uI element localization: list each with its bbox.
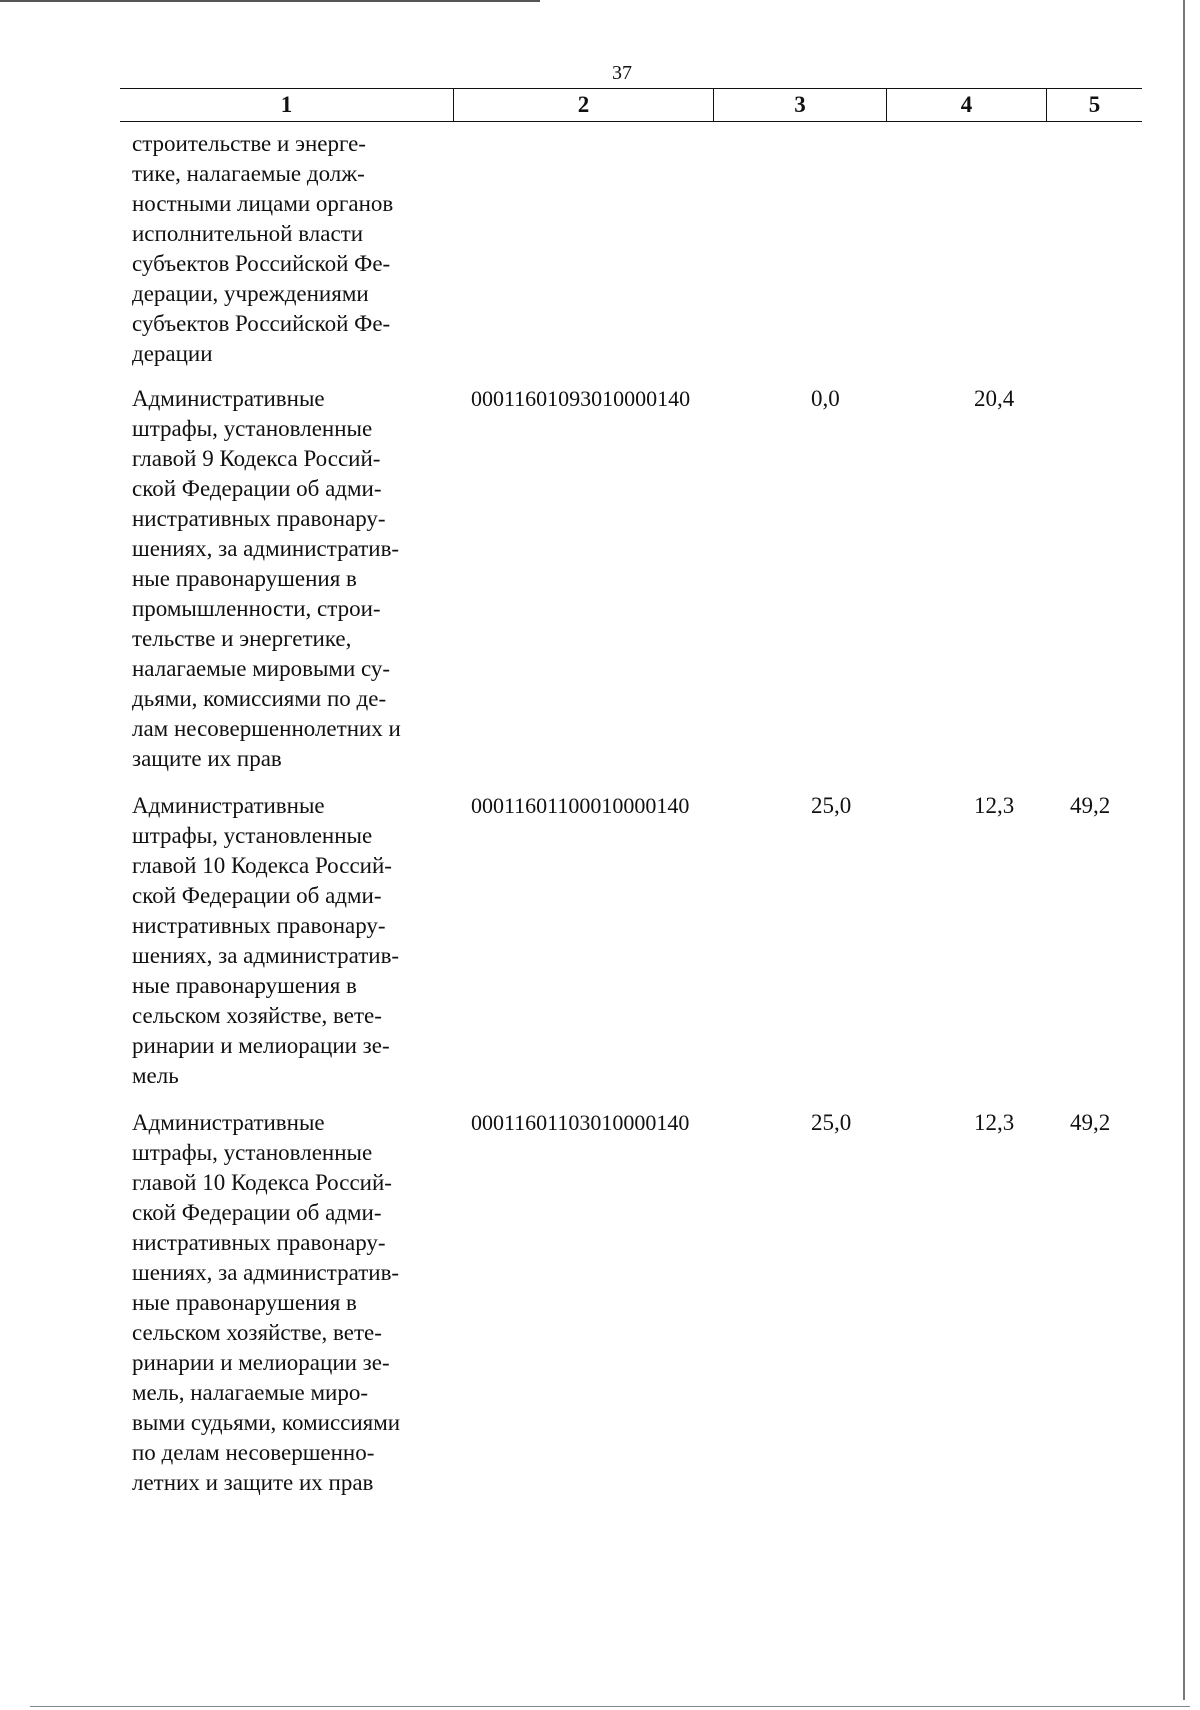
row-value-col-4: 12,3: [974, 793, 1015, 818]
row-description-line: дерации, учреждениями: [132, 281, 369, 306]
row-description-line: ные правонарушения в: [132, 973, 357, 998]
row-description-line: промышленности, строи-: [132, 596, 381, 621]
row-description-line: штрафы, установленные: [132, 416, 373, 441]
scan-edge-top: [0, 0, 540, 2]
row-value-col-5: 49,2: [1070, 793, 1111, 818]
scan-edge-bottom: [30, 1706, 1190, 1707]
row-description-line: по делам несовершенно-: [132, 1440, 375, 1465]
row-description-line: дьями, комиссиями по де-: [132, 686, 387, 711]
row-description-line: ностными лицами органов: [132, 191, 394, 216]
row-description-line: главой 9 Кодекса Россий-: [132, 446, 381, 471]
row-value-col-4: [886, 129, 1046, 369]
row-description-line: сельском хозяйстве, вете-: [132, 1320, 382, 1345]
row-description: [120, 129, 453, 369]
row-description-line: Административные: [132, 793, 325, 818]
row-value-col-4: 12,3: [974, 1110, 1015, 1135]
row-description-line: Административные: [132, 1110, 325, 1135]
row-description-line: шениях, за административ-: [132, 1260, 400, 1285]
row-description-line: лам несовершеннолетних и: [132, 716, 401, 741]
row-description-line: ринарии и мелиорации зе-: [132, 1033, 390, 1058]
row-code: 00011601100010000140: [471, 793, 690, 818]
row-description-line: ные правонарушения в: [132, 566, 357, 591]
row-description-line: тике, налагаемые долж-: [132, 161, 365, 186]
row-description-line: ской Федерации об адми-: [132, 476, 382, 501]
row-code: 00011601093010000140: [471, 386, 691, 411]
row-description-line: штрафы, установленные: [132, 1140, 373, 1165]
row-description-line: мель: [132, 1063, 179, 1088]
row-description-line: летних и защите их прав: [132, 1470, 374, 1495]
table-row: [120, 791, 1142, 1088]
row-description-line: нистративных правонару-: [132, 1230, 386, 1255]
row-value-col-5: 49,2: [1070, 1110, 1111, 1135]
row-description-line: налагаемые мировыми су-: [132, 656, 391, 681]
row-description-line: Административные: [132, 386, 325, 411]
revenue-table: [120, 88, 1142, 1495]
row-description-line: ринарии и мелиорации зе-: [132, 1350, 390, 1375]
row-value-col-5: [1046, 129, 1142, 369]
table-row: [120, 129, 1142, 369]
row-description: [120, 791, 453, 1088]
row-description-line: защите их прав: [132, 746, 282, 771]
row-description-line: штрафы, установленные: [132, 823, 373, 848]
row-value-col-4: 20,4: [974, 386, 1015, 411]
row-description-line: нистративных правонару-: [132, 506, 386, 531]
scan-edge-right: [1183, 0, 1185, 1700]
page-number: 37: [612, 62, 632, 84]
table-header: [120, 88, 1142, 122]
header-col-4: 4: [886, 89, 1046, 121]
row-description-line: шениях, за административ-: [132, 536, 400, 561]
row-value-col-3: 25,0: [811, 1110, 852, 1135]
row-description-line: субъектов Российской Фе-: [132, 251, 391, 276]
row-description-line: нистративных правонару-: [132, 913, 386, 938]
row-description-line: главой 10 Кодекса Россий-: [132, 853, 392, 878]
row-value-col-3: 25,0: [811, 793, 852, 818]
header-col-5: 5: [1046, 89, 1142, 121]
row-description-line: исполнительной власти: [132, 221, 364, 246]
row-description-line: сельском хозяйстве, вете-: [132, 1003, 382, 1028]
header-col-2: 2: [453, 89, 713, 121]
row-value-col-3: 0,0: [811, 386, 840, 411]
row-description: [120, 1108, 453, 1495]
row-value-col-5: [1046, 384, 1142, 774]
row-description-line: главой 10 Кодекса Россий-: [132, 1170, 392, 1195]
row-description-line: ные правонарушения в: [132, 1290, 357, 1315]
row-value-col-3: [713, 129, 886, 369]
table-row: [120, 384, 1142, 774]
row-description-line: ской Федерации об адми-: [132, 883, 382, 908]
row-description-line: строительстве и энерге-: [132, 131, 366, 156]
row-description-line: мель, налагаемые миро-: [132, 1380, 368, 1405]
table-row: [120, 1108, 1142, 1495]
row-description-line: тельстве и энергетике,: [132, 626, 352, 651]
row-description-line: дерации: [132, 341, 213, 366]
row-description-line: шениях, за административ-: [132, 943, 400, 968]
header-col-1: 1: [280, 92, 293, 117]
row-description-line: субъектов Российской Фе-: [132, 311, 391, 336]
row-code: [453, 129, 713, 369]
row-description: [120, 384, 453, 774]
header-col-3: 3: [713, 89, 886, 121]
row-code: 00011601103010000140: [471, 1110, 690, 1135]
row-description-line: ской Федерации об адми-: [132, 1200, 382, 1225]
row-description-line: выми судьями, комиссиями: [132, 1410, 401, 1435]
